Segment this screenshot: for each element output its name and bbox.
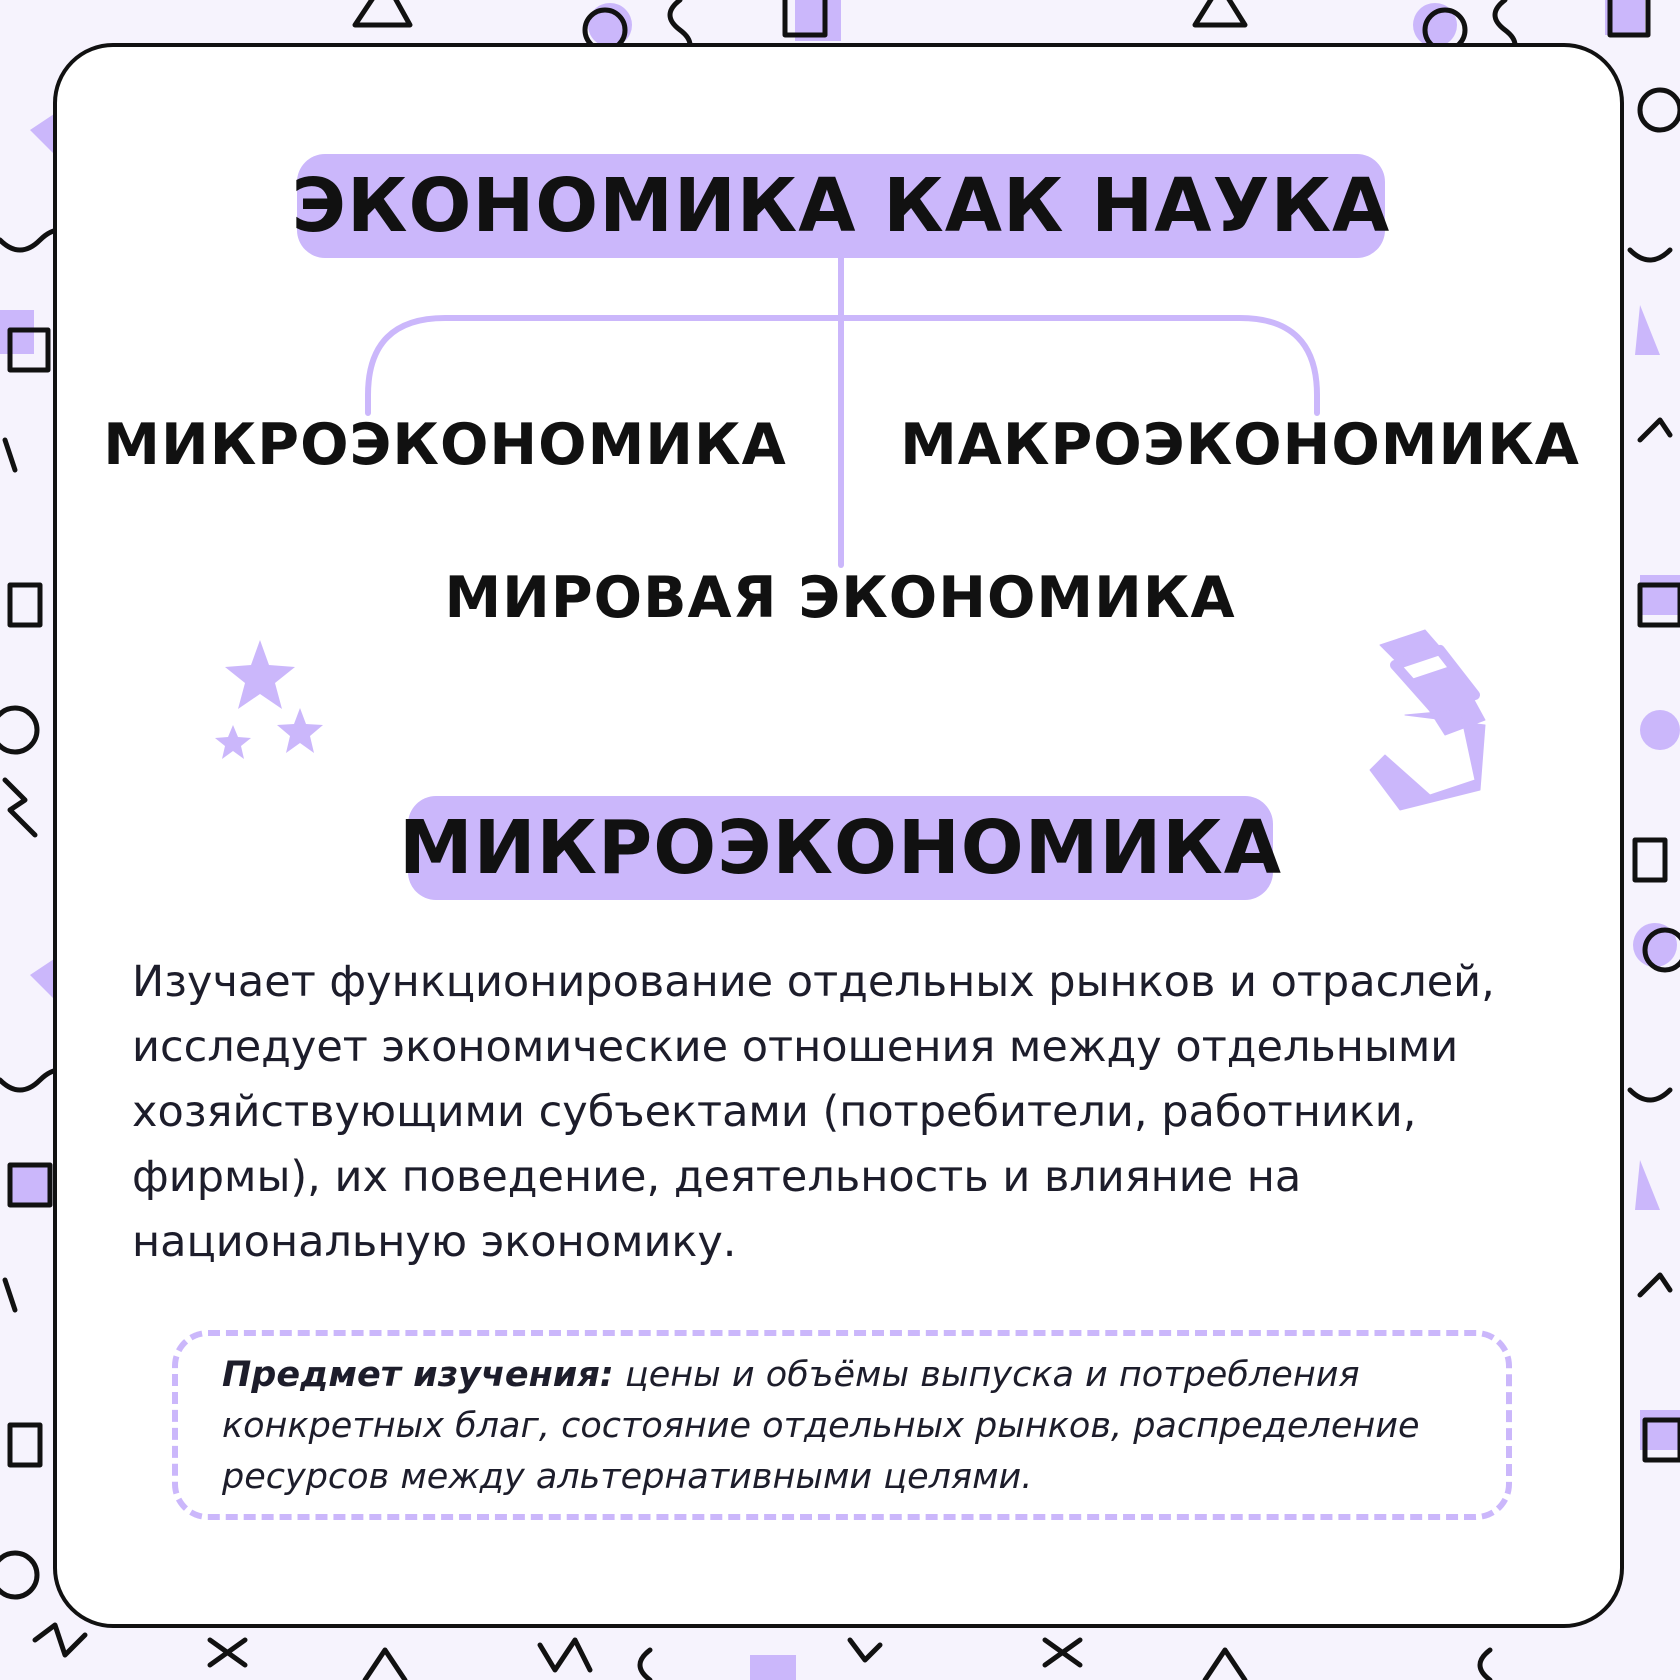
money-hand-icon	[1365, 625, 1495, 815]
section-description: Изучает функционирование отдельных рынков и отраслей, исследует экономические отношения между отдельными хозяйствующими субъектами (потребители, работники, фирмы), их поведение, деятельность и влияние на национальную экономику.	[132, 957, 1495, 1267]
page-title: ЭКОНОМИКА КАК НАУКА	[297, 154, 1385, 258]
branch-macroeconomics: МАКРОЭКОНОМИКА	[900, 412, 1580, 478]
branch-world-economy: МИРОВАЯ ЭКОНОМИКА	[444, 565, 1236, 631]
section-title: МИКРОЭКОНОМИКА	[408, 796, 1273, 900]
subject-text	[222, 1350, 1482, 1503]
stars-icon	[205, 635, 335, 775]
branch-microeconomics: МИКРОЭКОНОМИКА	[103, 412, 787, 478]
subject-label: Предмет изучения:	[222, 1355, 614, 1395]
subject-content: цены и объёмы выпуска и потребления конкретных благ, состояние отдельных рынков, распределение ресурсов между альтернативными целями.	[222, 1355, 1420, 1497]
